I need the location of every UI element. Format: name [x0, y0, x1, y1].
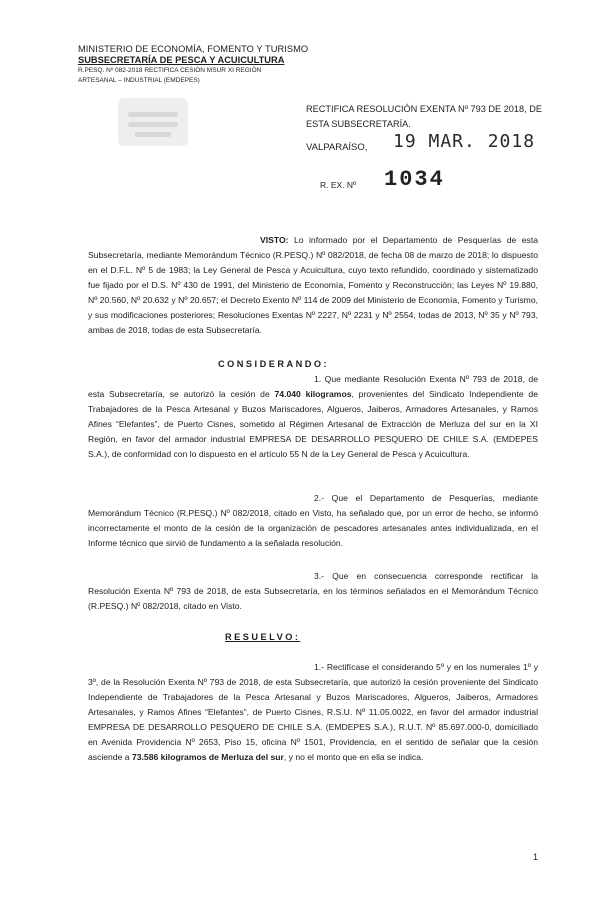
visto-text: Lo informado por el Departamento de Pesquerías de esta Subsecretaría, mediante Memorándum Técnico (R.PESQ.) Nº 082/2018, de fecha 08 de marzo de 2018; lo dispuesto en el D.F.L. Nº 5 de 1983; la Ley General de Pesca y Acuicultura, cuyo texto refundido, coordinado y sistematizado fue fijado por el D.S. Nº 430 de 1991, del Ministerio de Economía, Fomento y Reconstrucción; las Leyes Nº 19.880, Nº 20.560, Nº 20.632 y Nº 20.657; el Decreto Exento Nº 114 de 2009 del Ministerio de Economía, Fomento y Turismo, y sus modificaciones posteriores; Resoluciones Exentas Nº 2227, Nº 2231 y Nº 2554, todas de 2013, Nº 35 y Nº 793, ambas de 2018, todas de esta Subsecretaría.: [88, 235, 538, 335]
considerando-3: 3.- Que en consecuencia corresponde rectificar la Resolución Exenta Nº 793 de 2018, de esta Subsecretaría, en los términos señalados en el Memorándum Técnico (R.PESQ.) Nº 082/2018, citado en Visto.: [88, 571, 538, 611]
considerando-1: 1. Que mediante Resolución Exenta Nº 793 de 2018, de esta Subsecretaría, se autorizó la cesión de 74.040 kilogramos, provenientes del Sindicato Independiente de Trabajadores de la Pesca Artesanal y Buzos Mariscadores, Algueros, Jaiberos, Armadores Artesanales, y Ramos Afines “Elefantes”, de Puerto Cisnes, sometido al Régimen Artesanal de Extracción de Merluza del sur en la XI Región, en favor del armador industrial EMPRESA DE DESARROLLO PESQUERO DE CHILE S.A. (EMDEPES S.A.), de conformidad con lo dispuesto en el artículo 55 N de la Ley General de Pesca y Acuicultura.: [88, 374, 538, 459]
reference-code-line2: ARTESANAL – INDUSTRIAL (EMDEPES): [78, 77, 200, 84]
undersecretariat-name: SUBSECRETARÍA DE PESCA Y ACUICULTURA: [78, 55, 285, 65]
ministry-name: MINISTERIO DE ECONOMÍA, FOMENTO Y TURISMO: [78, 44, 309, 54]
date-stamp: 19 MAR. 2018: [393, 131, 536, 152]
letterhead: [78, 44, 313, 86]
resolution-number-label: R. EX. Nº: [320, 180, 357, 190]
resolution-subject: RECTIFICA RESOLUCIÓN EXENTA Nº 793 DE 2018, DE ESTA SUBSECRETARÍA.: [306, 104, 543, 129]
visto-paragraph: [88, 233, 538, 338]
considerando-2: 2.- Que el Departamento de Pesquerías, mediante Memorándum Técnico (R.PESQ.) Nº 082/2018, citado en Visto, ha señalado que, por un error de hecho, se informó incorrectamente el monto de la cesión de la organización de pescadores artesanales antes individualizada, en el Informe técnico que sirvió de fundamento a la señalada resolución.: [88, 493, 538, 548]
page-number: 1: [532, 852, 538, 862]
reference-code: R.PESQ. Nº 082-2018 RECTIFICA CESIÓN MSUR XI REGIÓN: [78, 67, 262, 74]
rectified-amount: 73.586 kilogramos de Merluza del sur: [131, 752, 284, 762]
place-label: VALPARAÍSO,: [306, 142, 368, 153]
office-stamp: [118, 98, 188, 146]
ceded-amount: 74.040 kilogramos: [274, 389, 352, 399]
visto-label: VISTO:: [260, 235, 289, 245]
resuelvo-1: 1.- Rectifícase el considerando 5º y en los numerales 1º y 3º, de la Resolución Exenta Nº 793 de 2018, de esta Subsecretaría, que autorizó la cesión proveniente del Sindicato Independiente de Trabajadores de la Pesca Artesanal y Buzos Mariscadores, Algueros, Jaiberos, Armadores Artesanales, y Ramos Afines “Elefantes”, de Puerto Cisnes, R.S.U. Nº 11.05.0022, en favor del armador industrial EMPRESA DE DESARROLLO PESQUERO DE CHILE S.A. (EMDEPES S.A.), R.U.T. Nº 85.697.000-0, domiciliado en Avenida Providencia Nº 2653, Piso 15, oficina Nº 1501, Providencia, en el sentido de señalar que la cesión asciende a 73.586 kilogramos de Merluza del sur, y no el monto que en ella se indica.: [88, 662, 538, 762]
considerando-heading: CONSIDERANDO:: [218, 359, 330, 369]
resolution-number: 1034: [384, 167, 445, 192]
resuelvo-heading: RESUELVO:: [225, 632, 301, 642]
